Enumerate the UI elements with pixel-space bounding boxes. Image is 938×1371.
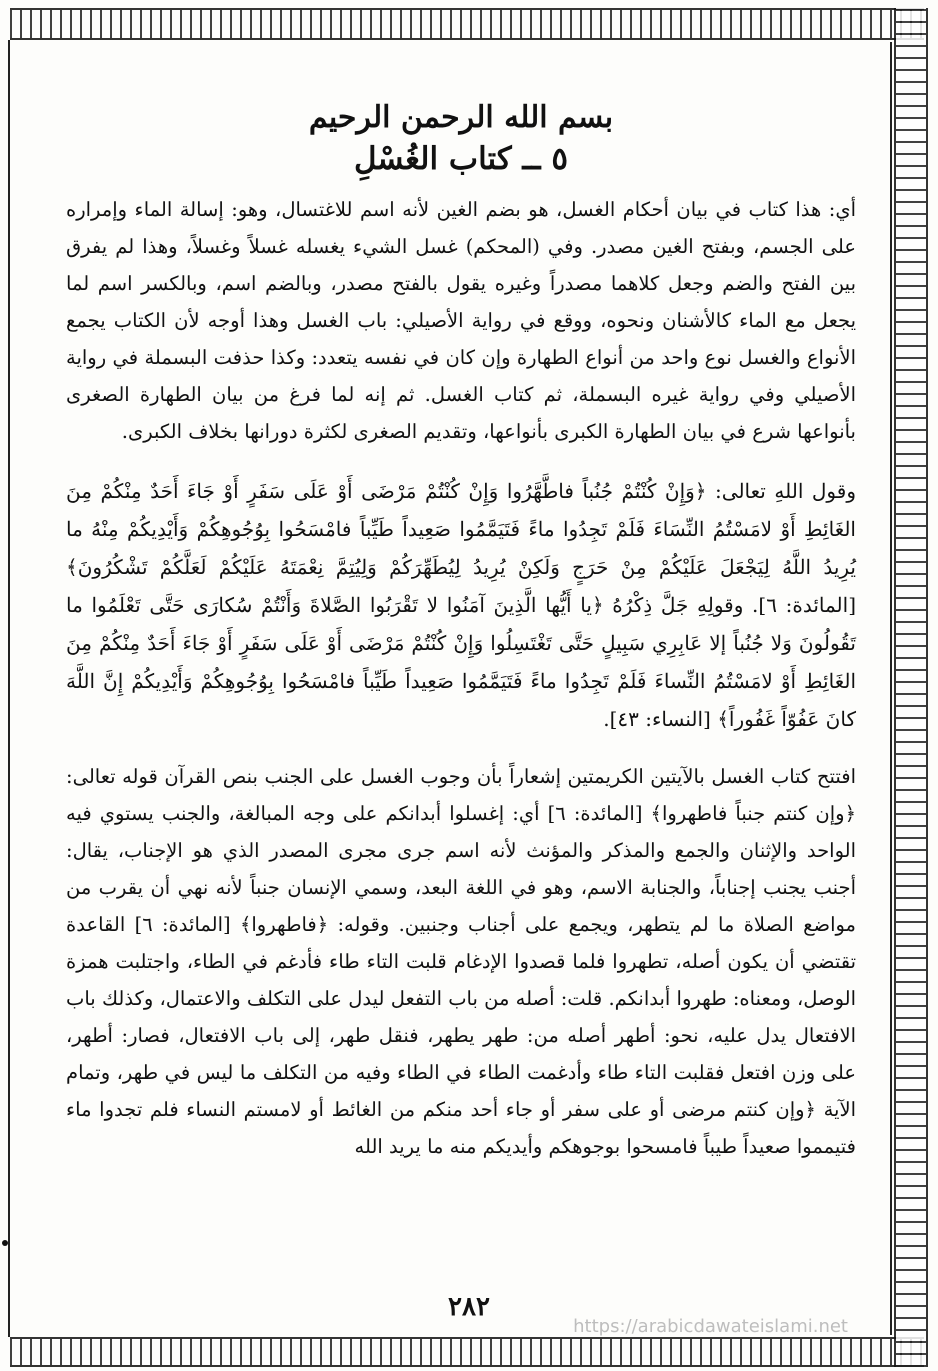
commentary-paragraph: افتتح كتاب الغسل بالآيتين الكريمتين إشعاراً بأن وجوب الغسل على الجنب بنص القرآن قوله تعالى: ﴿وإن كنتم جنباً فاطهروا﴾ [المائدة: ٦] أي: إغسلوا أبدانكم على وجه المبالغة، والجنب يستوي فيه الواحد والإثنان والجمع والمذكر والمؤنث لأنه اسم جرى مجرى المصدر الذي هو الإجناب، يقال: أجنب يجنب إجناباً، والجنابة الاسم، وهو في اللغة البعد، وسمي الإنسان جنباً لأنه نهي أن يقرب من مواضع الصلاة ما لم يتطهر، ويجمع على أجناب وجنبين. وقوله: ﴿فاطهروا﴾ [المائدة: ٦] القاعدة تقتضي أن يكون أصله، تطهروا فلما قصدوا الإدغام قلبت التاء طاء فأدغم في الطاء، واجتلبت همزة الوصل، ومعناه: طهروا أبدانكم. قلت: أصله من باب التفعل ليدل على التكلف والاعتمال، وكذلك باب الافتعال يدل عليه، نحو: أطهر أصله من: طهر يطهر، فنقل طهر، إلى باب الافتعال، فصار: أطهر، على وزن افتعل فقلبت التاء طاء وأدغمت الطاء في الطاء وفيه من التكلف ما ليس في طهر، وتمام الآية ﴿وإن كنتم مرضى أو على سفر أو جاء أحد منكم من الغائط أو لامستم النساء فلم تجدوا ماء فتيمموا صعيداً طيباً فامسحوا بوجوهكم وأيديكم منه ما يريد الله	[66, 765, 857, 1158]
scan-speck	[2, 1240, 8, 1246]
decorative-border-top	[10, 8, 924, 40]
page-number: ٢٨٢	[448, 1292, 490, 1322]
watermark-url: https://arabicdawateislami.net	[573, 1316, 848, 1337]
decorative-border-right	[894, 8, 928, 1367]
quran-verses-paragraph: وقول اللهِ تعالى: ﴿وَإِنْ كُنْتُمْ جُنُباً فاطَّهَّرُوا وَإِنْ كُنْتُمْ مَرْضَى أَوْ عَلَى سَفَرٍ أَوْ جَاءَ أَحَدٌ مِنْكُمْ مِنَ الغَائِطِ أَوْ لامَسْتُمُ النِّسَاءَ فَلَمْ تَجِدُوا ماءً فَتَيَمَّمُوا صَعِيداً طَيِّباً فامْسَحُوا بِوُجُوهِكُمْ وَأَيْدِيكُمْ مِنْهُ ما يُرِيدُ اللَّهُ لِيَجْعَلَ عَلَيْكُمْ مِنْ حَرَجٍ وَلَكِنْ يُرِيدُ لِيُطَهِّرَكُمْ وَلِيُتِمَّ نِعْمَتَهُ عَلَيْكُمْ لَعَلَّكُمْ تَشْكُرُونَ﴾ [المائدة: ٦]. وقولِهِ جَلَّ ذِكْرُهُ ﴿يا أَيُّها الَّذِينَ آمَنُوا لا تَقْرَبُوا الصَّلاةَ وَأَنْتُمْ سُكارَى حَتَّى تَعْلَمُوا ما تَقُولُونَ وَلا جُنُباً إلا عَابِرِي سَبِيلٍ حَتَّى تَغْتَسِلُوا وَإِنْ كُنْتُمْ مَرْضَى أَوْ عَلَى سَفَرٍ أَوْ جَاءَ أَحَدٌ مِنْكُمْ مِنَ الغَائِطِ أَوْ لامَسْتُمُ النِّساءَ فَلَمْ تَجِدُوا ماءً فَتَيَمَّمُوا صَعِيداً طَيِّباً فامْسَحُوا بِوُجُوهِكُمْ وَأَيْدِيكُمْ إِنَّ اللَّهَ كانَ عَفُوّاً غَفُوراً﴾ [النساء: ٤٣].	[66, 479, 856, 731]
intro-paragraph: أي: هذا كتاب في بيان أحكام الغسل، هو بضم الغين لأنه اسم للاغتسال، وهو: إسالة الماء وإمراره على الجسم، وبفتح الغين مصدر. وفي (المحكم) غسل الشيء يغسله غسلاً وغسلاً، وهذا لم يفرق بين الفتح والضم وجعل كلاهما مصدراً وغيره يقول بالفتح مصدر، وبالضم اسم، وبالكسر اسم لما يجعل مع الماء كالأشنان ونحوه، ووقع في رواية الأصيلي: باب الغسل وهذا أوجه لأن الكتاب يجمع الأنواع والغسل نوع واحد من أنواع الطهارة وإن كان في نفسه يتعدد: وكذا حذفت البسملة في رواية الأصيلي وفي رواية غيره البسملة، ثم كتاب الغسل. ثم إنه لما فرغ من بيان الطهارة الصغرى بأنواعها شرع في بيان الطهارة الكبرى بأنواعها، وتقديم الصغرى لكثرة دورانها بخلاف الكبرى.	[66, 198, 856, 443]
border-left-line	[8, 40, 10, 1337]
chapter-title: ٥ ــ كتاب الغُسْلِ	[353, 141, 569, 177]
page-content	[66, 92, 856, 1165]
basmala-heading: بسم الله الرحمن الرحيم	[308, 100, 614, 135]
decorative-border-bottom	[10, 1337, 924, 1367]
